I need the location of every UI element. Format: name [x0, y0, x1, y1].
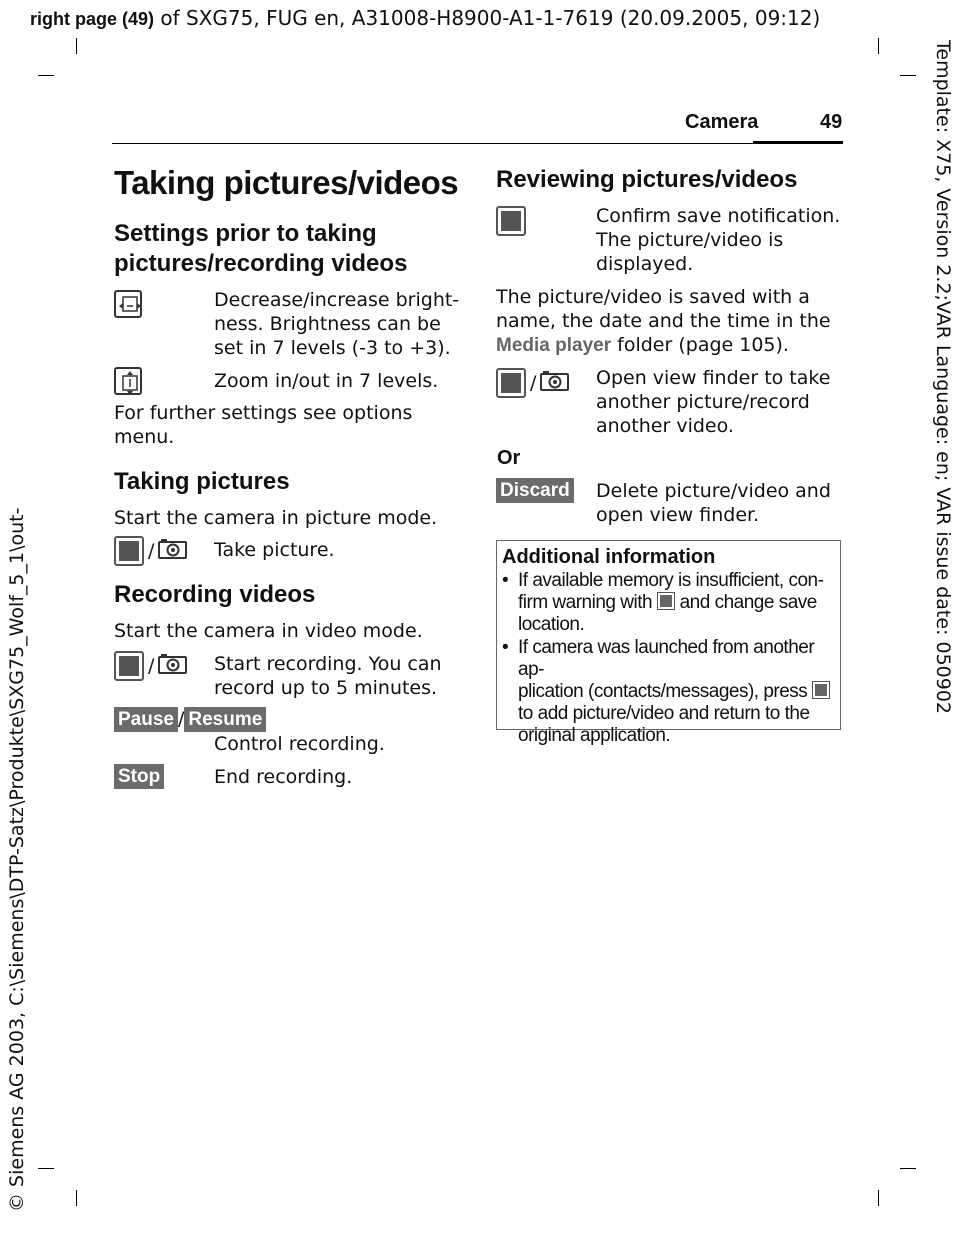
crop-mark: [878, 1190, 879, 1206]
running-head-section: Camera: [685, 111, 759, 133]
text-line: Start recording. You can: [214, 653, 442, 675]
key-separator: /: [530, 372, 537, 394]
text-run: and change save: [679, 592, 817, 613]
recording-videos-heading: Recording videos: [114, 581, 316, 608]
or-label: Or: [497, 447, 521, 469]
further-settings-note: [114, 401, 412, 449]
info-item-text: [518, 570, 840, 636]
pause-resume-softkeys: [114, 707, 266, 732]
camera-icon: [158, 653, 188, 679]
text-line: to add picture/video and return to the: [518, 703, 810, 724]
reviewing-heading: Reviewing pictures/videos: [496, 166, 798, 193]
text-line: another video.: [596, 415, 734, 437]
text-run: folder (page 105).: [611, 334, 789, 356]
info-item-text: [518, 637, 840, 747]
text-line: ness. Brightness can be: [214, 313, 441, 335]
text-line: location.: [518, 614, 585, 635]
template-info: Template: X75, Version 2.2;VAR Language: en; VAR issue date: 050902: [932, 40, 954, 715]
discard-softkey-wrap: [496, 478, 574, 503]
text-line: original application.: [518, 725, 671, 746]
softkey-button-icon: [114, 536, 144, 566]
crop-mark: [76, 1190, 77, 1206]
text-line: Decrease/increase bright-: [214, 289, 460, 311]
text-run: firm warning with: [518, 592, 653, 613]
text-line: menu.: [114, 426, 175, 448]
settings-heading: [114, 219, 407, 279]
key-separator: /: [177, 708, 185, 730]
saved-description: [496, 285, 831, 358]
copyright-path: © Siemens AG 2003, C:\Siemens\DTP-Satz\Produkte\SXG75_Wolf_5_1\out-: [6, 507, 28, 1212]
header-rule-thick: [753, 141, 843, 144]
pause-softkey: Pause: [114, 707, 178, 732]
media-player-term: Media player: [496, 335, 612, 356]
header-rule: [112, 143, 843, 144]
crop-mark: [38, 75, 54, 76]
bullet: •: [502, 570, 509, 591]
crop-mark: [38, 1168, 54, 1169]
camera-icon: [540, 370, 570, 396]
text-line: another picture/record: [596, 391, 810, 413]
text-line: name, the date and the time in the: [496, 310, 831, 332]
bullet: •: [502, 637, 509, 658]
text-line: record up to 5 minutes.: [214, 677, 438, 699]
text-line: Open view finder to take: [596, 367, 831, 389]
confirm-key: [496, 206, 526, 236]
nav-up-down-icon: [114, 367, 142, 395]
info-title: Additional information: [502, 546, 716, 568]
settings-heading-line: Settings prior to taking: [114, 220, 377, 247]
softkey-button-icon: [114, 651, 144, 681]
softkey-button-icon: [657, 592, 675, 610]
text-line: The picture/video is: [596, 229, 784, 251]
text-line: Delete picture/video and: [596, 480, 831, 502]
settings-heading-line: pictures/recording videos: [114, 250, 408, 277]
brightness-description: [214, 288, 459, 360]
crop-mark: [900, 75, 916, 76]
key-separator: /: [148, 655, 155, 677]
text-line: If camera was launched from another ap-: [518, 637, 815, 680]
additional-info-box: [496, 540, 841, 746]
text-line: displayed.: [596, 253, 694, 275]
key-separator: /: [148, 540, 155, 562]
page-title: Taking pictures/videos: [114, 164, 459, 201]
text-line: If available memory is insufficient, con-: [518, 570, 824, 591]
softkey-button-icon: [812, 681, 830, 699]
slug-bold: right page (49): [30, 9, 155, 29]
crop-mark: [878, 38, 879, 54]
stop-softkey-wrap: [114, 764, 164, 789]
control-recording-action: Control recording.: [214, 733, 385, 755]
text-line: [518, 681, 840, 703]
start-recording-keys: [114, 651, 188, 681]
taking-pictures-heading: Taking pictures: [114, 468, 290, 495]
camera-icon: [158, 538, 188, 564]
softkey-button-icon: [496, 368, 526, 398]
text-line: open view finder.: [596, 504, 760, 526]
text-run: plication (contacts/messages), press: [518, 681, 808, 702]
text-line: Confirm save notification.: [596, 205, 841, 227]
crop-mark: [900, 1168, 916, 1169]
print-slug: [30, 6, 820, 30]
discard-description: [596, 479, 831, 527]
slug-rest: of SXG75, FUG en, A31008-H8900-A1-1-7619 (20.09.2005, 09:12): [154, 6, 821, 30]
text-line: [496, 333, 831, 358]
text-line: set in 7 levels (-3 to +3).: [214, 337, 451, 359]
page-number: 49: [820, 111, 843, 133]
recording-intro: Start the camera in video mode.: [114, 620, 423, 642]
open-viewfinder-keys: [496, 368, 570, 398]
resume-softkey: Resume: [184, 707, 266, 732]
stop-softkey: Stop: [114, 764, 164, 789]
text-line: The picture/video is saved with a: [496, 286, 810, 308]
nav-left-right-icon: [114, 290, 142, 318]
text-line: [518, 592, 840, 614]
end-recording-action: End recording.: [214, 766, 353, 788]
taking-intro: Start the camera in picture mode.: [114, 507, 438, 529]
crop-mark: [76, 38, 77, 54]
softkey-button-icon: [496, 206, 526, 236]
discard-softkey: Discard: [496, 478, 574, 503]
confirm-description: [596, 204, 840, 276]
take-picture-keys: [114, 536, 188, 566]
zoom-description: Zoom in/out in 7 levels.: [214, 370, 439, 392]
text-line: For further settings see options: [114, 402, 413, 424]
start-recording-action: [214, 652, 442, 700]
take-picture-action: Take picture.: [214, 539, 335, 561]
open-viewfinder-description: [596, 366, 830, 438]
